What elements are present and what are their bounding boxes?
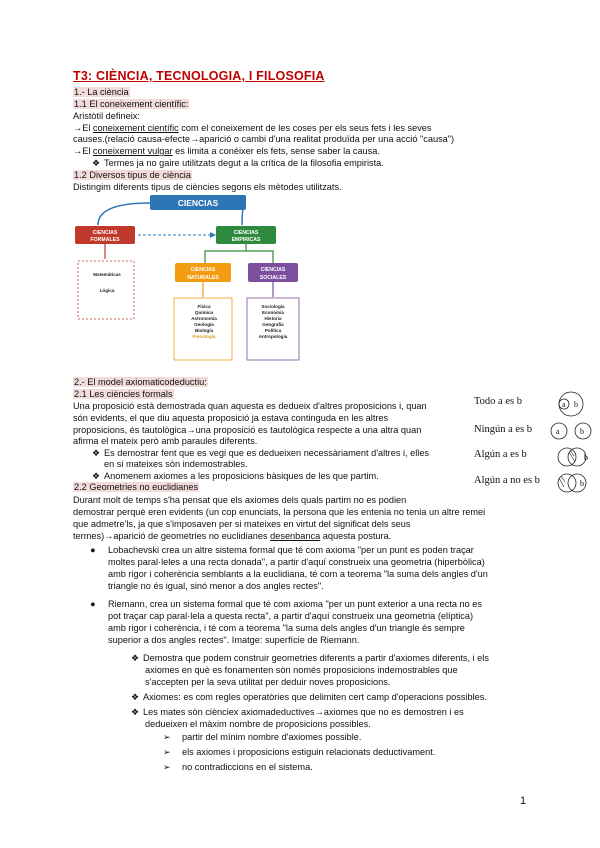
rie-line-1: Riemann, crea un sistema formal que té com axioma "per un punt exterior a una recta no es xyxy=(108,599,483,609)
svg-text:CIENCIAS: CIENCIAS xyxy=(190,267,216,273)
b1-line-2: en si mateixes sòn indemostrables. xyxy=(104,459,248,469)
scientific-knowledge-line: →El coneixement científic com el coneixement de les coses per els seus fets i les seves xyxy=(73,123,432,133)
item-quimica: Química xyxy=(194,310,214,315)
venn-label-ningun: Ningún a es b xyxy=(474,424,533,435)
aristotil-line: Aristòtil defineix: xyxy=(73,111,140,121)
section-2-1-heading: 2.1 Les ciències formals xyxy=(74,389,173,399)
item-sociologia: Sociología xyxy=(261,304,285,309)
rie-line-4: superior a dos angles rectes". Imatge: superfície de Riemann. xyxy=(108,635,360,645)
svg-text:b: b xyxy=(580,427,584,436)
item-geografia: Geografía xyxy=(262,322,284,327)
sociales-items xyxy=(249,304,297,340)
causes-line: causes.(relació causa-efecte→aparició o cambi d'una realitat produïda per una acció "causa") xyxy=(73,134,455,144)
venn-diagrams xyxy=(546,390,596,500)
p2-line-4: termes)→aparició de geometries no euclidianes desenbanca aquesta postura. xyxy=(73,531,392,541)
item-politica: Política xyxy=(264,328,282,333)
venn-algun-no xyxy=(558,474,586,492)
p1-line-3: proposicions, és tautològica→una proposició es tautològica respecte a una altra quan xyxy=(73,425,422,435)
naturales-items xyxy=(176,304,232,340)
lob-bullet-dot: ● xyxy=(90,545,96,555)
svg-text:CIENCIAS: CIENCIAS xyxy=(92,230,118,236)
d1-line-1: ❖ Demostra que podem construir geometries diferents a partir d'axiomes diferents, i els xyxy=(131,653,489,663)
svg-text:b: b xyxy=(580,479,584,488)
section-1-heading: 1.- La ciència xyxy=(74,87,129,97)
svg-text:b: b xyxy=(574,400,578,409)
page-number: 1 xyxy=(520,795,527,807)
p1-line-4: afirma el mateix però amb paraules diferents. xyxy=(73,436,258,446)
p2-line-1: Durant molt de temps s'ha pensat que els axiomes dels quals partim no es podien xyxy=(73,495,407,505)
formales-items xyxy=(80,272,134,294)
svg-text:b: b xyxy=(584,453,588,462)
svg-text:CIENCIAS: CIENCIAS xyxy=(233,230,259,236)
lob-line-3: amb rigor i coherència semblants a la euclidiana, té com a teorema "la suma dels angles d'un xyxy=(108,569,488,579)
p1-line-2: són evidents, el que diu aquesta proposició ja estava continguda en les altres xyxy=(73,413,389,423)
rie-line-2: pot traçar cap paral·lela a questa recta", a partir d'aquí construeix una geometria (elíptica) xyxy=(108,611,474,621)
item-geologia: Geología xyxy=(194,322,214,327)
venn-todo xyxy=(559,392,583,416)
venn-algun xyxy=(558,448,588,466)
types-intro: Distingim diferents tipus de ciències segons els mètodes utilitzats. xyxy=(73,182,342,192)
svg-text:EMPIRICAS: EMPIRICAS xyxy=(231,237,261,243)
venn-ningun xyxy=(551,423,591,439)
terms-bullet: ❖ Termes ja no gaire utilitzats degut a la crítica de la filosofia empirista. xyxy=(92,158,384,168)
d3-line-1: ❖ Les mates sòn ciènciex axiomadeductives→axiomes que no es demostren i es xyxy=(131,707,464,717)
root-label: CIENCIAS xyxy=(177,198,219,208)
lob-line-4: triangle no és igual, sinó menor a dos angles rectes". xyxy=(108,581,324,591)
item-economia: Economía xyxy=(262,310,284,315)
section-1-2-heading: 1.2 Diversos tipus de ciència xyxy=(74,170,191,180)
venn-label-algun-no: Algún a no es b xyxy=(474,475,540,486)
item-matematicas: Matemáticas xyxy=(93,272,121,277)
section-2-heading: 2.- El model axiomaticodeductiu: xyxy=(74,377,207,387)
page-title: T3: CIÈNCIA, TECNOLOGIA, I FILOSOFIA xyxy=(73,69,325,83)
venn-label-algun: Algún a es b xyxy=(474,449,527,460)
rie-bullet-dot: ● xyxy=(90,599,96,609)
svg-text:NATURALES: NATURALES xyxy=(187,275,219,281)
item-fisica: Física xyxy=(197,304,211,309)
lob-line-1: Lobachevski crea un altre sistema formal que té com axioma "per un punt es poden traçar xyxy=(108,545,474,555)
item-psicologia: Psicología xyxy=(192,334,216,339)
svg-text:SOCIALES: SOCIALES xyxy=(259,275,287,281)
svg-text:a: a xyxy=(556,427,560,436)
a3-line: ➢ no contradiccions en el sistema. xyxy=(163,762,313,772)
b1-line-1: ❖ Es demostrar fent que es vegi que es dedueixen necessàriament d'altres i, elles xyxy=(92,448,430,458)
venn-label-todo: Todo a es b xyxy=(474,396,522,407)
d2-line: ❖ Axiomes: es com regles operatòries que delimiten cert camp d'operacions possibles. xyxy=(131,692,487,702)
d3-line-2: dedueixen el màxim nombre de proposicions possibles. xyxy=(145,719,371,729)
item-antropologia: Antropología xyxy=(258,334,288,339)
d1-line-2: axiomes en què es fonamenten sòn només proposicions indemostrables que xyxy=(145,665,458,675)
rie-line-3: amb rigor i coherència, i té com a teorema "la suma dels angles d'un triangle és sempre xyxy=(108,623,465,633)
d1-line-3: s'accepten per la seva utilitat per deduir noves proposicions. xyxy=(145,677,391,687)
a2-line: ➢ els axiomes i proposicions estiguin relacionats deductivament. xyxy=(163,747,436,757)
a1-line: ➢ partir del mínim nombre d'axiomes possible. xyxy=(163,732,362,742)
section-1-1-heading: 1.1 El coneixement científic: xyxy=(74,99,189,109)
svg-text:a: a xyxy=(562,400,566,409)
vulgar-knowledge-line: →El coneixement vulgar es limita a conèixer els fets, sense saber la causa. xyxy=(73,146,380,156)
item-astronomia: Astronomía xyxy=(191,316,217,321)
item-logica: Lógica xyxy=(99,288,115,293)
b2-line: ❖ Anomenem axiomes a les proposicions bàsiques de les que partim. xyxy=(92,471,379,481)
item-historia: Historia xyxy=(264,316,282,321)
svg-text:CIENCIAS: CIENCIAS xyxy=(260,267,286,273)
p2-line-2: demostrar perquè eren evidents (un cop enunciats, la persona que les entenia no tenia un altre remei xyxy=(73,507,486,517)
section-2-2-heading: 2.2 Geometries no euclidianes xyxy=(74,482,199,492)
p1-line-1: Una proposició està demostrada quan aquesta es dedueix d'altres proposicions i, quan xyxy=(73,401,427,411)
lob-line-2: moltes paral·leles a una recta donada", a partir d'aquí construeix una geometria (hiperbòlica) xyxy=(108,557,485,567)
svg-text:FORMALES: FORMALES xyxy=(90,237,120,243)
item-biologia: Biología xyxy=(194,328,214,333)
p2-line-3: que admetre'ls, ja que s'imposaven per si mateixes en virtut del significat dels seus xyxy=(73,519,411,529)
